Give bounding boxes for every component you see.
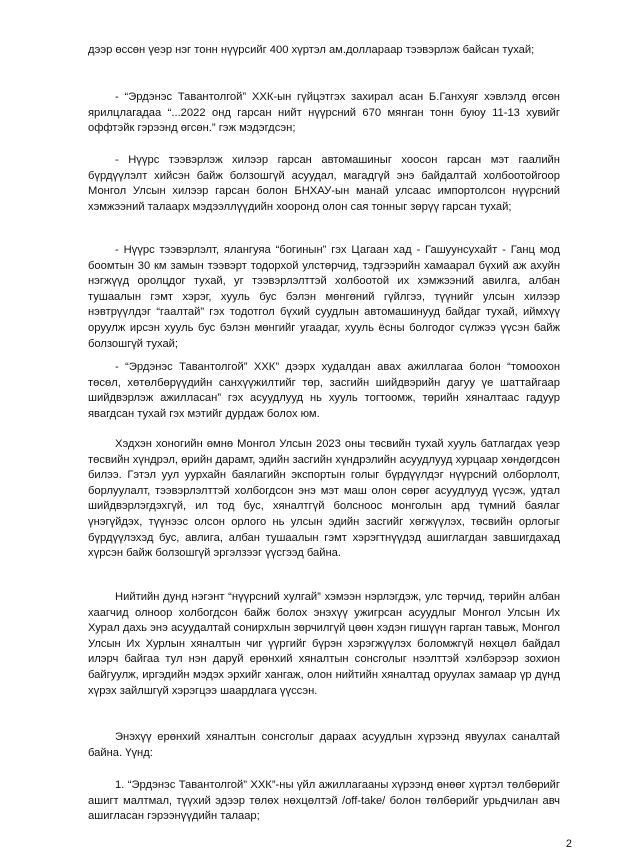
paragraph-procurement-issues: - “Эрдэнэс Тавантолгой” ХХК” дээрх худалдан авах ажиллагаа болон “томоохон төсөл, хөтөлбөрүүдийн санхүүжилтийг төр, засгийн шийдвэрийн дагуу үе шаттайгаар шийдвэрлэж ажилласан” гэх асуудлууд нь хууль тогтоомж, төрийн хяналтаас гадуур явагдсан тухай гэх мэтийг дурдаж болох юм. — [88, 361, 560, 420]
paragraph-list-item-1: 1. “Эрдэнэс Тавантолгой” ХХК”-ны үйл ажиллагааны хүрээнд өнөөг хүртэл төлбөрийг ашигт малтмал, түүхий эдээр төлөх нөхцөлтэй /off-take/ болон төлбөрийг урьдчилан авч ашигласан гэрээнүүдийн талаар; — [88, 779, 560, 823]
paragraph-director-interview: - “Эрдэнэс Тавантолгой” ХХК-ын гүйцэтгэх захирал асан Б.Ганхуяг хэвлэлд өгсөн ярилцлагадаа “...2022 онд гарсан нийт нүүрсний 670 мянган тонн буюу 11-13 хувийг оффтэйк гэрээнд өгсөн.” гэж мэдэгдсэн; — [88, 91, 560, 135]
paragraph-short-haul-transport: - Нүүрс тээвэрлэлт, ялангуяа “богинын” гэх Цагаан хад - Гашуунсухайт - Ганц мод боомтын 30 км замын тээвэрт тодорхой улстөрчид, тэдгээрийн хамаарал бүхий аж ахуйн нэгжүүд оролцдог тухай, уг тээвэрлэлттэй холбоотой их хэмжээний авилга, албан тушаалын гэмт хэрэг, хууль бус бэлэн мөнгөний гүйлгээ, түүнийг улсын хилээр нэвтрүүлдэг “гаалтай” гэх тодотгол бүхий суудлын автомашинууд байдаг тухай, иймхүү оруулж ирсэн хууль бус бэлэн мөнгийг угаадаг, хууль ёсны болгодог сүлжээ үүсэн байж болзошгүй тухай; — [88, 244, 560, 350]
paragraph-empty-truck-customs: - Нүүрс тээвэрлэж хилээр гарсан автомашиныг хоосон гарсан мэт гаалийн бүрдүүлэлт хийсэн байж болзошгүй асуудал, магадгүй энэ байдалтай холбоотойгоор Монгол Улсын хилээр гарсан болон БНХАУ-ын манай улсаас импортолсон нүүрсний хэмжээний талаарх мэдээллүүдийн хооронд олон сая тонныг зөрүү гарсан тухай; — [88, 154, 560, 213]
paragraph-hearing-proposal: Энэхүү ерөнхий хяналтын сонсголыг дараах асуудлын хүрээнд явуулах саналтай байна. Үүнд: — [88, 731, 560, 759]
paragraph-budget-concerns: Хэдхэн хоногийн өмнө Монгол Улсын 2023 оны төсвийн тухай хууль батлагдах үеэр төсвийн хүндрэл, өрийн дарамт, эдийн засгийн хүндрэлийн асуудлууд хурцаар хөндөгдсөн билээ. Гэтэл уул уурхайн баялагийн экспортын голыг бүрдүүлдэг нүүрсний олборлолт, борлуулалт, тээвэрлэлттэй холбогдсон энэ мэт маш олон сөрөг асуудлууд үүсэж, удтал шийдвэрлэгдэхгүй, ил тод бус, хяналтгүй болсноос монголын ард түмний баялаг үнэгүйдэх, түүнээс олсон орлого нь улсын эдийн засгийг хөгжүүлэх, төсвийн орлогыг бүрдүүлэхэд бус, авлига, албан тушаалын гэмт хэрэгтнүүдэд ашиглагдан завшигдахад хүрсэн байж болзошгүй эргэлзээг үүсгээд байна. — [88, 438, 560, 560]
paragraph-coal-price-continuation: дээр өссөн үеэр нэг тонн нүүрсийг 400 хүртэл ам.доллараар тээвэрлэж байсан тухай; — [88, 44, 535, 56]
paragraph-coal-theft-hearing: Нийтийн дунд нэгэнт “нүүрсний хулгай” хэмээн нэрлэгдэж, улс төрчид, төрийн албан хаагчид олноор холбогдсон байж болох энэхүү ужигрсан асуудлыг Монгол Улсын Их Хурал дахь энэ асуудалтай сонирхлын зөрчилгүй цөөн хэдэн гишүүн гарган тавьж, Монгол Улсын Их Хурлын хяналтын чиг үүргийг бүрэн хэрэгжүүлэх боломжгүй нөхцөл байдал илэрч байгаа тул нэн даруй ерөнхий хяналтын сонсголыг нээлттэй хэлбэрээр зохион байгуулж, иргэдийн мэдэх эрхийг хангаж, олон нийтийн хяналтад оруулах замаар үр дүнд хүрэх зайлшгүй хэрэгцээ шаардлага үүссэн. — [88, 591, 560, 697]
page-number: 2 — [565, 838, 572, 850]
